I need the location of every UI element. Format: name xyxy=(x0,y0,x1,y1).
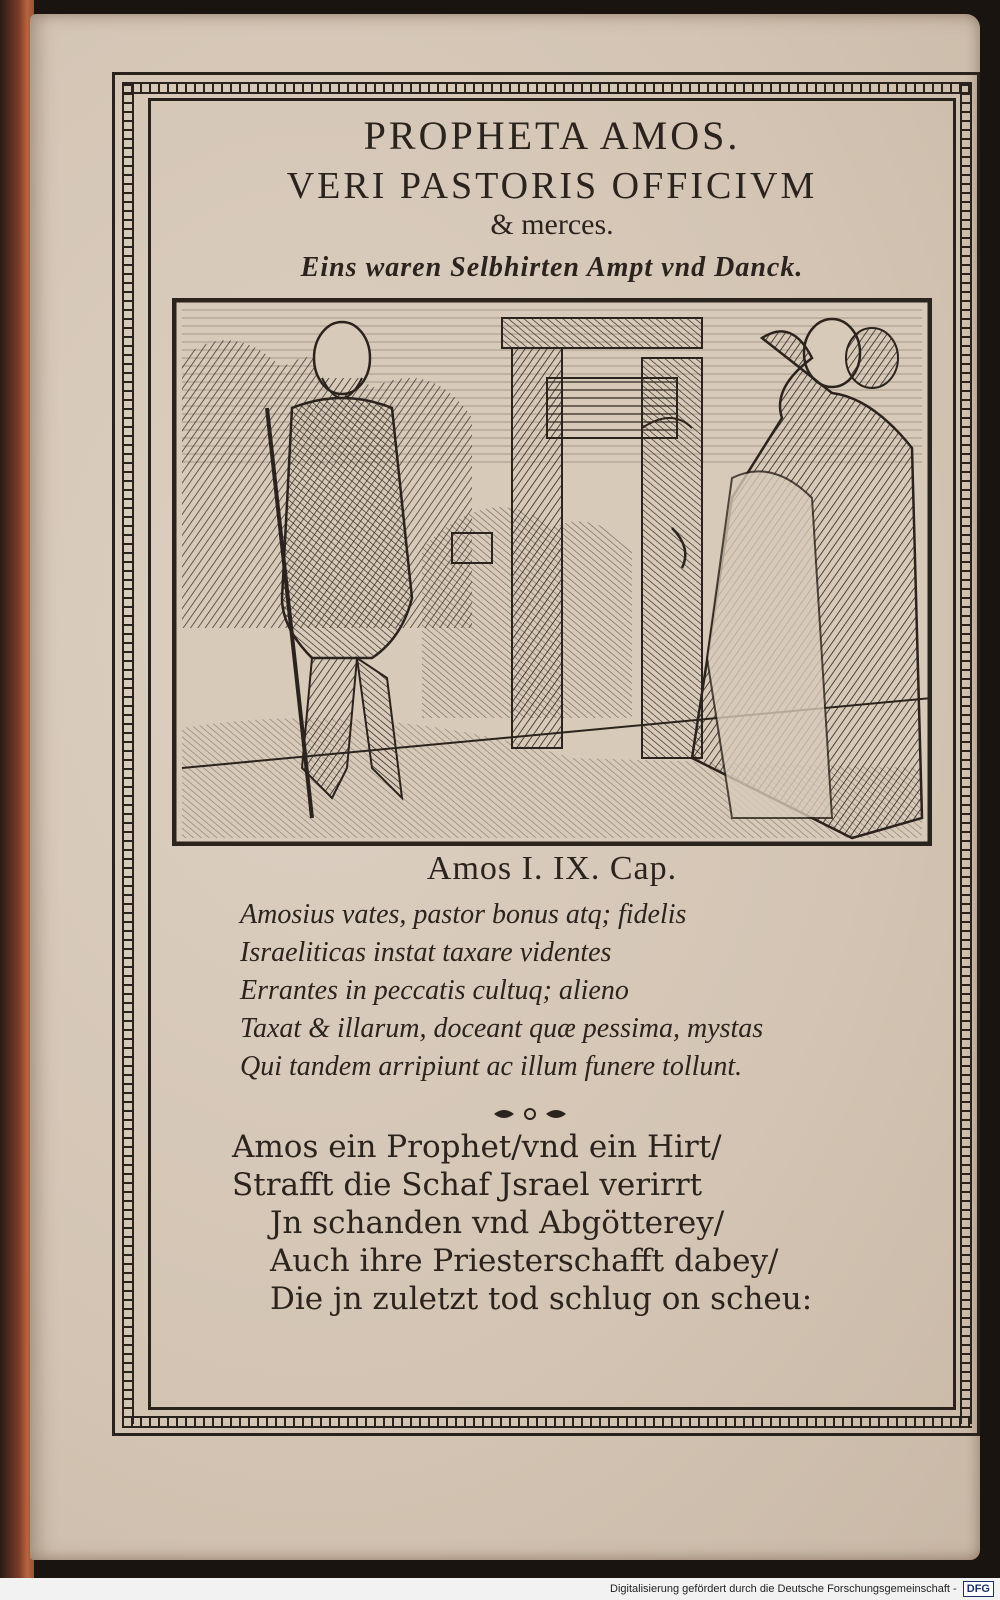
latin-verse-line: Israeliticas instat taxare videntes xyxy=(240,937,612,968)
chapter-caption: Amos I. IX. Cap. xyxy=(426,850,678,887)
german-verse-line: Auch ihre Priesterschafft dabey/ xyxy=(270,1243,779,1279)
digitization-footer xyxy=(0,1578,1000,1600)
german-verse-line: Amos ein Prophet/vnd ein Hirt/ xyxy=(232,1129,722,1165)
ornament-divider-icon xyxy=(490,1104,570,1124)
dfg-logo[interactable]: DFG xyxy=(963,1581,994,1597)
subtitle-latin-continued: & merces. xyxy=(490,208,614,241)
left-chain-border xyxy=(122,84,134,1424)
right-chain-border xyxy=(960,84,972,1424)
latin-verse-line: Errantes in peccatis cultuq; alieno xyxy=(240,975,629,1006)
latin-verse-line: Qui tandem arripiunt ac illum funere tollunt. xyxy=(240,1051,743,1082)
german-verse-line: Strafft die Schaf Jsrael verirrt xyxy=(232,1167,703,1203)
woodcut-illustration xyxy=(172,298,932,846)
page-title: PROPHETA AMOS. xyxy=(363,113,741,158)
top-chain-border xyxy=(122,82,972,94)
german-verse-line: Jn schanden vnd Abgötterey/ xyxy=(270,1205,725,1241)
latin-verse-line: Taxat & illarum, doceant quæ pessima, mystas xyxy=(240,1013,764,1044)
german-verse-line: Die jn zuletzt tod schlug on scheu: xyxy=(270,1281,813,1317)
latin-verse-block xyxy=(240,896,860,1086)
subtitle-german: Eins waren Selbhirten Ampt vnd Danck. xyxy=(300,252,804,283)
latin-verse-line: Amosius vates, pastor bonus atq; fidelis xyxy=(240,899,687,930)
footer-text: Digitalisierung gefördert durch die Deutsche Forschungsgemeinschaft - xyxy=(610,1583,957,1595)
book-spine-edge xyxy=(0,0,34,1600)
subtitle-latin: VERI PASTORIS OFFICIVM xyxy=(286,165,818,207)
bottom-chain-border xyxy=(122,1416,972,1428)
german-verse-block xyxy=(232,1128,872,1318)
